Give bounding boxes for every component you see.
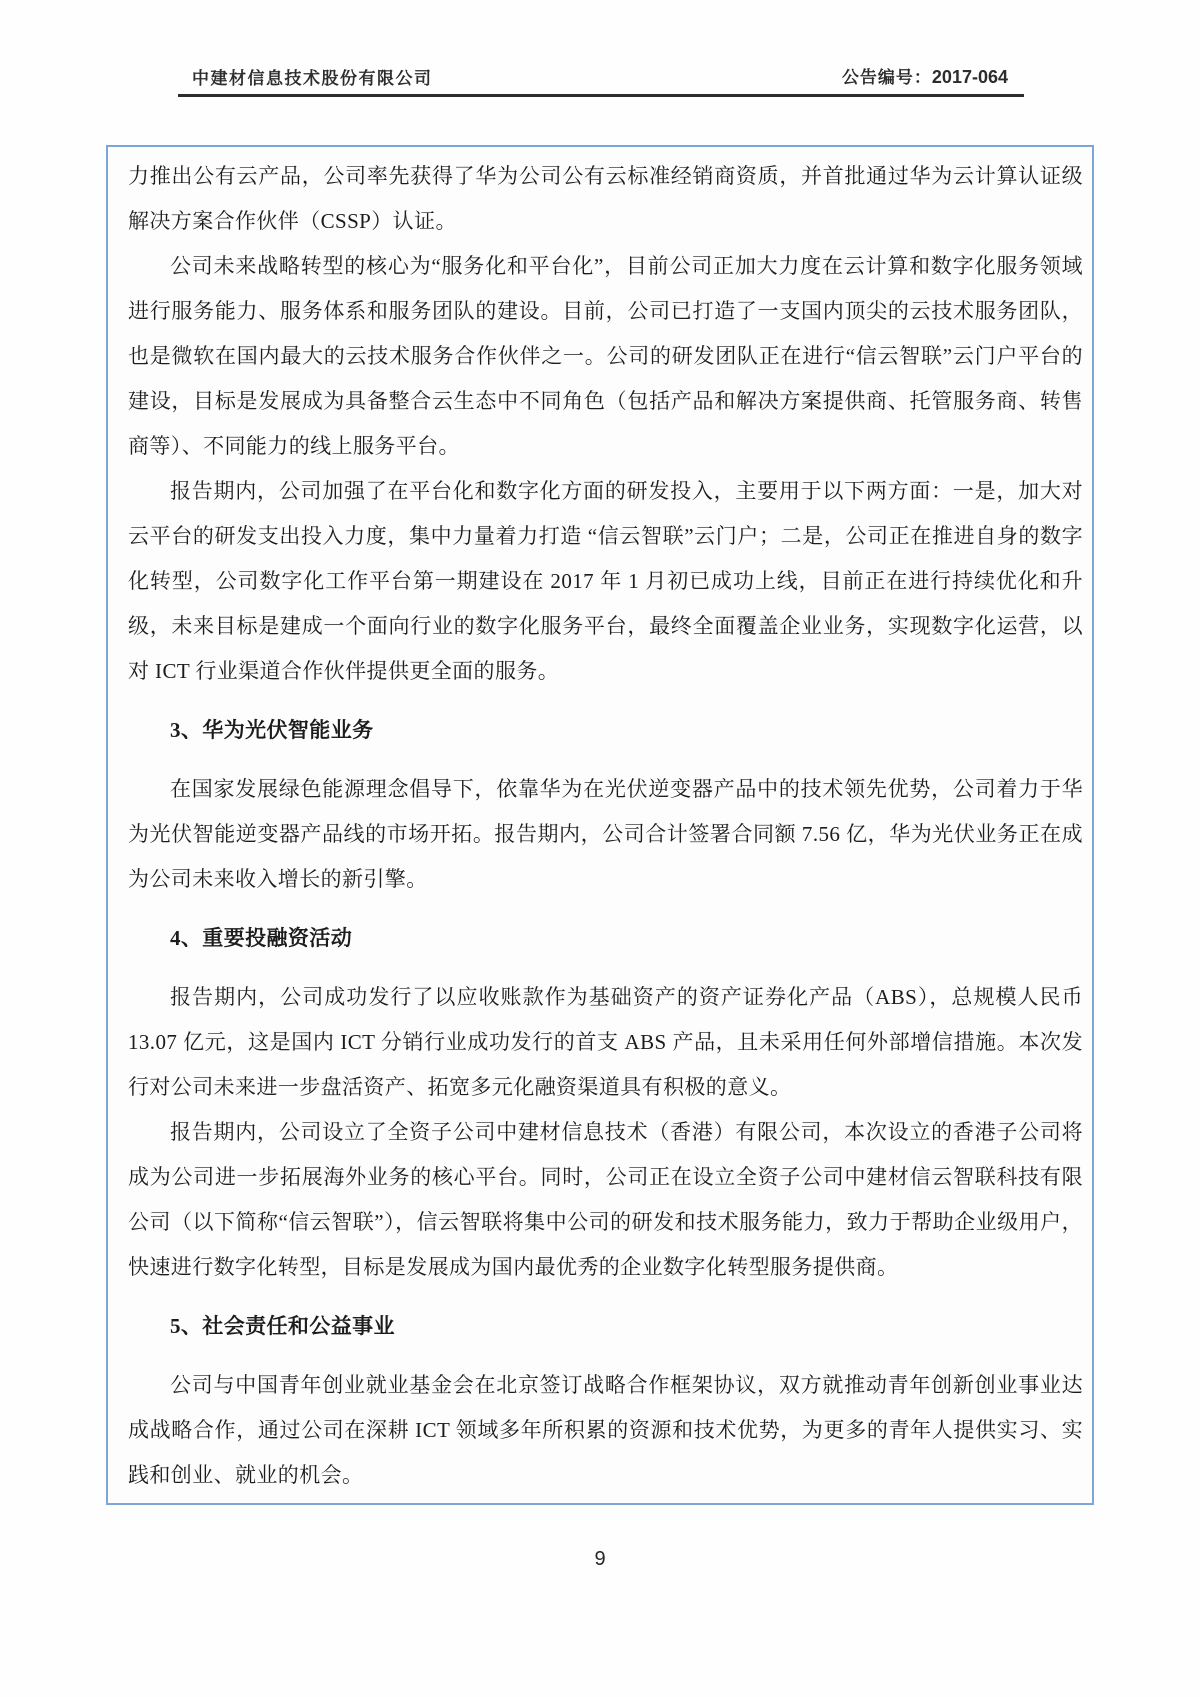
paragraph-huawei-pv-detail: 在国家发展绿色能源理念倡导下，依靠华为在光伏逆变器产品中的技术领先优势，公司着力于华为光伏智能逆变器产品线的市场开拓。报告期内，公司合计签署合同额 7.56 亿，华为光伏业务正在成为公司未来收入增长的新引擎。 — [128, 777, 1083, 891]
announcement-number-value: 2017-064 — [931, 67, 1008, 87]
paragraph-strategy-transformation: 公司未来战略转型的核心为“服务化和平台化”，目前公司正加大力度在云计算和数字化服务领域进行服务能力、服务体系和服务团队的建设。目前，公司已打造了一支国内顶尖的云技术服务团队，也是微软在国内最大的云技术服务合作伙伴之一。公司的研发团队正在进行“信云智联”云门户平台的建设，目标是发展成为具备整合云生态中不同角色（包括产品和解决方案提供商、托管服务商、转售商等）、不同能力的线上服务平台。 — [128, 254, 1083, 458]
paragraph-abs-issuance: 报告期内，公司成功发行了以应收账款作为基础资产的资产证券化产品（ABS），总规模人民币 13.07 亿元，这是国内 ICT 分销行业成功发行的首支 ABS 产品，且未采用任何外部增信措施。本次发行对公司未来进一步盘活资产、拓宽多元化融资渠道具有积极的意义。 — [128, 985, 1083, 1099]
section-heading-social-responsibility: 5、社会责任和公益事业 — [170, 1314, 395, 1338]
paragraph-cloud-partner-continuation: 力推出公有云产品，公司率先获得了华为公司公有云标准经销商资质，并首批通过华为云计算认证级解决方案合作伙伴（CSSP）认证。 — [128, 164, 1083, 233]
header-announcement-number — [842, 63, 1008, 88]
header-divider-rule — [178, 94, 1024, 97]
announcement-body-box — [106, 145, 1094, 1505]
page-number: 9 — [594, 1548, 606, 1570]
paragraph-rd-investment: 报告期内，公司加强了在平台化和数字化方面的研发投入，主要用于以下两方面：一是，加大对云平台的研发支出投入力度，集中力量着力打造 “信云智联”云门户；二是，公司正在推进自身的数字化转型，公司数字化工作平台第一期建设在 2017 年 1 月初已成功上线，目前正在进行持续优化和升级，未来目标是建成一个面向行业的数字化服务平台，最终全面覆盖企业业务，实现数字化运营，以对 ICT 行业渠道合作伙伴提供更全面的服务。 — [128, 479, 1083, 683]
header-company-name: 中建材信息技术股份有限公司 — [192, 69, 433, 88]
paragraph-subsidiaries: 报告期内，公司设立了全资子公司中建材信息技术（香港）有限公司，本次设立的香港子公司将成为公司进一步拓展海外业务的核心平台。同时，公司正在设立全资子公司中建材信云智联科技有限公司（以下简称“信云智联”），信云智联将集中公司的研发和技术服务能力，致力于帮助企业级用户，快速进行数字化转型，目标是发展成为国内最优秀的企业数字化转型服务提供商。 — [128, 1120, 1083, 1279]
paragraph-youth-foundation-cooperation: 公司与中国青年创业就业基金会在北京签订战略合作框架协议，双方就推动青年创新创业事业达成战略合作，通过公司在深耕 ICT 领域多年所积累的资源和技术优势，为更多的青年人提供实习、实践和创业、就业的机会。 — [128, 1373, 1083, 1487]
section-heading-huawei-pv-business: 3、华为光伏智能业务 — [170, 718, 374, 742]
announcement-number-label: 公告编号： — [841, 68, 932, 87]
section-heading-investment-financing: 4、重要投融资活动 — [170, 926, 353, 950]
